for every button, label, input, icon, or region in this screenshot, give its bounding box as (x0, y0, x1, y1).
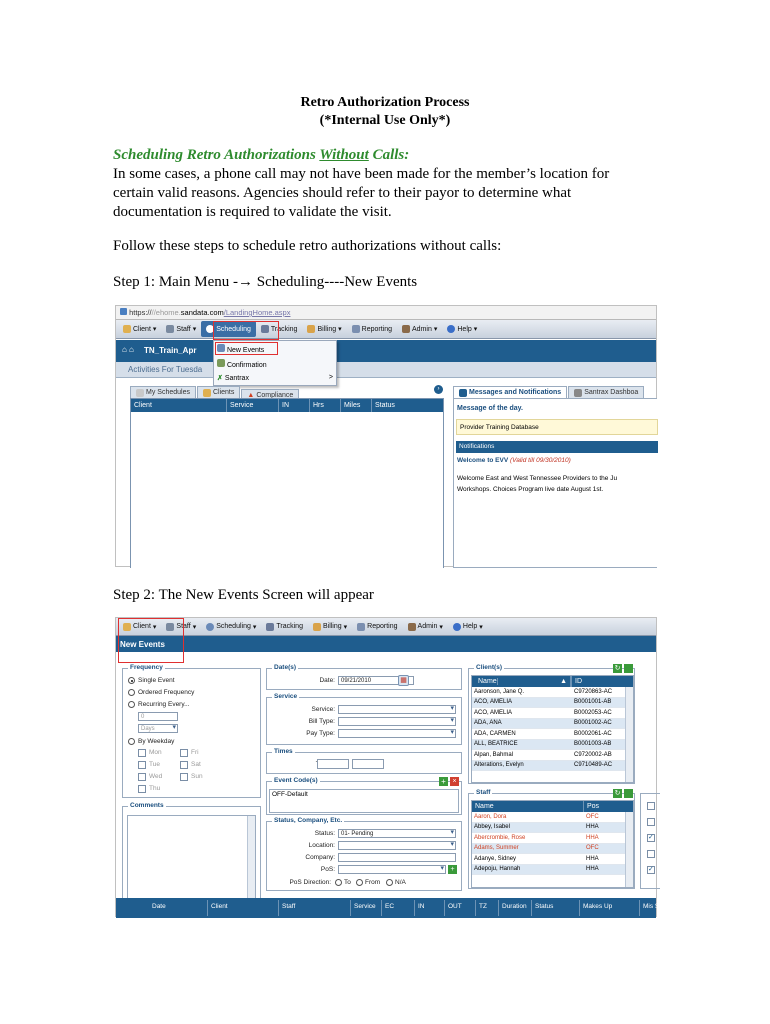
dashboard-icon (574, 389, 582, 397)
events-col-header[interactable]: OUT (448, 903, 462, 910)
frequency-group (122, 664, 261, 798)
pay-type-label: Pay Type: (306, 730, 335, 737)
col-client[interactable]: Client (131, 399, 227, 412)
label-single-event: Single Event (138, 677, 175, 684)
highlight-new-events-title (118, 618, 184, 663)
dropdown-confirmation[interactable]: Confirmation (217, 359, 267, 369)
radio-pos-from[interactable] (356, 879, 363, 886)
staff-name: Aaron, Dora (474, 813, 507, 820)
label-ordered-frequency: Ordered Frequency (138, 689, 195, 696)
checkbox-fri[interactable] (180, 749, 188, 757)
document-subtitle: (*Internal Use Only*) (319, 113, 451, 128)
checkbox-mon[interactable] (138, 749, 146, 757)
radio-ordered-frequency[interactable] (128, 689, 135, 696)
welcome-body-line: Workshops. Choices Program live date August 1st. (457, 486, 604, 493)
steps-intro: Follow these steps to schedule retro authorizations without calls: (113, 238, 502, 254)
menu-admin[interactable]: Admin ▾ (397, 325, 442, 333)
client-id: C9720863-AC (574, 688, 613, 695)
page-icon (120, 308, 127, 315)
dropdown-new-events[interactable]: New Events (217, 344, 264, 354)
recurring-count-input[interactable]: 0 (138, 712, 178, 721)
step-2-text: Step 2: The New Events Screen will appear (113, 587, 374, 603)
menu-client[interactable]: Client ▾ (118, 325, 161, 333)
col-hrs[interactable]: Hrs (310, 399, 341, 412)
column-divider (444, 900, 445, 916)
valid-till: (Valid till 09/30/2010) (509, 457, 571, 464)
section-heading-prefix: Scheduling Retro Authorizations (113, 147, 316, 163)
times-legend: Times (274, 748, 293, 755)
screenshot-new-events (115, 617, 665, 917)
folder-icon (203, 389, 211, 397)
highlight-scheduling (213, 321, 279, 340)
clients-grid-header (472, 676, 633, 687)
pos-add-icon[interactable]: + (448, 865, 457, 874)
address-bar[interactable]: https:////ehome.sandata.com/LandingHome.aspx (116, 306, 656, 320)
staff-pos: OFC (586, 813, 599, 820)
event-codes-legend: Event Code(s) (274, 777, 318, 784)
menu-staff[interactable]: Staff ▾ (161, 623, 201, 631)
date-input[interactable]: 09/21/2010 (338, 676, 414, 685)
client-name: Aaronson, Jane Q. (474, 688, 525, 695)
staff-row[interactable] (472, 833, 633, 844)
nav-arrow-icon[interactable]: › (434, 385, 443, 394)
status-legend: Status, Company, Etc. (274, 817, 343, 824)
event-code-list[interactable] (269, 789, 459, 813)
column-divider (498, 900, 499, 916)
bill-type-label: Bill Type: (308, 718, 335, 725)
client-name: ACO, AMELIA (474, 699, 513, 706)
admin-icon (408, 623, 416, 631)
label-fri: Fri (191, 749, 199, 756)
clients-grid (471, 675, 634, 783)
client-row[interactable] (472, 740, 633, 751)
event-codes-group (266, 777, 462, 815)
staff-grid-header (472, 801, 633, 812)
events-grid-header (116, 898, 665, 918)
checkbox-sun[interactable] (180, 773, 188, 781)
status-select[interactable]: 01- Pending ▾ (338, 829, 456, 838)
billing-icon (307, 325, 315, 333)
radio-by-weekday[interactable] (128, 738, 135, 745)
events-col-header[interactable]: Staff (282, 903, 296, 910)
checkbox-right-4[interactable] (647, 850, 655, 858)
menu-tracking[interactable]: Tracking (261, 623, 308, 631)
col-service[interactable]: Service (227, 399, 279, 412)
label-recurring-every: Recurring Every... (138, 701, 190, 708)
client-name: ALL, BEATRICE (474, 741, 518, 748)
checkbox-tue[interactable] (138, 761, 146, 769)
col-status[interactable]: Status (375, 402, 395, 409)
home-icon[interactable]: ⌂ ⌂ (122, 345, 134, 354)
client-id: C9720002-AB (574, 751, 612, 758)
staff-row[interactable] (472, 812, 633, 823)
tab-messages[interactable]: Messages and Notifications (453, 386, 567, 398)
staff-name: Abbey, Isabel (474, 824, 510, 831)
menu-billing[interactable]: Billing ▾ (308, 623, 352, 631)
checkbox-right-5-checked[interactable]: ✓ (648, 866, 654, 873)
label-wed: Wed (149, 773, 163, 780)
radio-single-event[interactable] (128, 677, 135, 684)
tracking-icon (266, 623, 274, 631)
column-divider (579, 900, 580, 916)
folder-icon (123, 325, 131, 333)
column-divider (531, 900, 532, 916)
comments-scrollbar[interactable] (247, 816, 255, 904)
label-thu: Thu (149, 785, 161, 792)
pos-direction-label: PoS Direction: (289, 879, 331, 886)
partial-right-group (640, 793, 660, 889)
help-icon (453, 623, 461, 631)
client-id: B0001003-AB (574, 741, 612, 748)
menu-admin[interactable]: Admin ▾ (403, 623, 448, 631)
clients-group (468, 664, 635, 784)
main-menu-bar (116, 320, 656, 339)
events-col-header[interactable]: Date (152, 903, 166, 910)
welcome-title: Welcome to EVV (457, 457, 509, 464)
location-select[interactable] (338, 841, 456, 850)
intro-line: documentation is required to validate the visit. (113, 204, 392, 220)
events-grid-columns (116, 898, 665, 918)
company-input[interactable] (338, 853, 456, 862)
col-miles[interactable]: Miles (341, 399, 372, 412)
col-client-name[interactable]: Name ▲ (472, 676, 572, 687)
client-row[interactable] (472, 729, 633, 740)
status-label: Status: (314, 830, 335, 837)
section-heading-suffix: Calls: (372, 147, 410, 163)
client-row[interactable] (472, 698, 633, 709)
client-name: Alpan, Bahmal (474, 751, 514, 758)
client-row[interactable] (472, 708, 633, 719)
time-out-input[interactable] (352, 759, 384, 769)
events-col-header[interactable]: TZ (479, 903, 487, 910)
client-name: Alterations, Evelyn (474, 762, 524, 769)
staff-row[interactable] (472, 844, 633, 855)
staff-name: Abercrombie, Rose (474, 834, 526, 841)
comments-legend: Comments (130, 802, 164, 809)
column-divider (639, 900, 640, 916)
sort-asc-icon[interactable]: ▲ (557, 676, 571, 687)
admin-icon (402, 325, 410, 333)
dates-group (266, 664, 462, 690)
address-path: /LandingHome.aspx (223, 308, 291, 317)
radio-pos-na[interactable] (386, 879, 393, 886)
column-divider (475, 900, 476, 916)
radio-pos-to[interactable] (335, 879, 342, 886)
pos-label: PoS: (320, 866, 335, 873)
label-by-weekday: By Weekday (138, 738, 175, 745)
clients-select-icon[interactable] (624, 664, 633, 673)
clients-refresh-icon[interactable]: ↻ (614, 665, 621, 672)
reporting-icon (352, 325, 360, 333)
label-pos-to: To (344, 879, 351, 886)
intro-line: certain valid reasons. Agencies should refer to their payor to determine what (113, 185, 572, 201)
screenshot-main-menu (115, 305, 657, 567)
staff-select-icon[interactable] (624, 789, 633, 798)
schedules-grid (130, 398, 444, 568)
welcome-line (457, 457, 571, 464)
menu-scheduling[interactable]: Scheduling (201, 321, 256, 337)
events-col-header[interactable]: Makes Up (583, 903, 613, 910)
events-col-header[interactable]: Mis Sta (643, 903, 665, 910)
checkbox-sat[interactable] (180, 761, 188, 769)
client-row[interactable] (472, 761, 633, 772)
label-pos-from: From (365, 879, 381, 886)
client-name: ACO, AMELIA (474, 709, 513, 716)
client-row[interactable] (472, 750, 633, 761)
staff-pos: OFC (586, 845, 599, 852)
document-title: Retro Authorization Process (300, 95, 470, 110)
label-sun: Sun (191, 773, 203, 780)
tab-clients[interactable]: Clients (197, 386, 240, 398)
clients-rows (472, 687, 633, 771)
billing-icon (313, 623, 321, 631)
menu-billing[interactable]: Billing ▾ (302, 325, 346, 333)
highlight-new-events (215, 342, 278, 355)
client-id: B0002053-AC (574, 709, 612, 716)
confirm-icon (217, 359, 225, 367)
right-tabs (453, 386, 645, 399)
comments-textarea[interactable] (127, 815, 256, 905)
warning-icon: ▲ (247, 391, 255, 399)
staff-pos: HHA (586, 834, 599, 841)
submenu-arrow-icon: > (328, 374, 333, 381)
checkbox-right-1[interactable] (647, 802, 655, 810)
label-mon: Mon (149, 749, 162, 756)
recurring-unit-select[interactable]: Days ▾ (138, 724, 178, 733)
add-event-code-icon[interactable]: + (439, 777, 448, 786)
column-divider (414, 900, 415, 916)
checkbox-right-2[interactable] (647, 818, 655, 826)
date-label: Date: (319, 677, 335, 684)
time-in-input[interactable] (317, 759, 349, 769)
column-divider (278, 900, 279, 916)
staff-icon (166, 325, 174, 333)
page-title: New Events (116, 636, 656, 652)
service-label: Service: (311, 706, 335, 713)
staff-rows (472, 812, 633, 875)
santrax-icon: ✗ (217, 375, 223, 382)
menu-help[interactable]: Help ▾ (442, 325, 482, 333)
client-id: C9710489-AC (574, 762, 613, 769)
staff-pos: HHA (586, 855, 599, 862)
menu-staff[interactable]: Staff ▾ (161, 325, 201, 333)
staff-name: Adanye, Sidney (474, 855, 517, 862)
schedule-icon (136, 389, 144, 397)
messages-panel (453, 398, 657, 568)
events-col-header[interactable]: Duration (502, 903, 527, 910)
menu-tracking[interactable]: Tracking (256, 325, 303, 333)
events-col-header[interactable]: Service (354, 903, 376, 910)
activities-bar (116, 362, 656, 378)
event-code-item[interactable]: OFF-Default (272, 791, 308, 798)
service-group (266, 693, 462, 745)
col-staff-name[interactable]: Name (472, 801, 584, 812)
staff-pos: HHA (586, 866, 599, 873)
staff-legend: Staff (476, 789, 491, 796)
staff-scrollbar[interactable] (625, 812, 633, 887)
status-group (266, 817, 462, 891)
intro-paragraph (113, 165, 609, 222)
client-name: ADA, CARMEN (474, 730, 516, 737)
welcome-body (457, 473, 617, 495)
staff-name: Adepoju, Hannah (474, 866, 521, 873)
menu-reporting[interactable]: Reporting (347, 325, 397, 333)
checkbox-wed[interactable] (138, 773, 146, 781)
company-label: Company: (305, 854, 335, 861)
tab-santrax-dashboard[interactable]: Santrax Dashboa (568, 386, 644, 398)
label-sat: Sat (191, 761, 201, 768)
section-heading-underlined: Without (319, 147, 369, 163)
tab-my-schedules[interactable]: My Schedules (130, 386, 196, 398)
dates-legend: Date(s) (274, 664, 297, 671)
checkbox-thu[interactable] (138, 785, 146, 793)
staff-row[interactable] (472, 865, 633, 876)
label-pos-na: N/A (395, 879, 406, 886)
staff-refresh-icon[interactable]: ↻ (614, 790, 621, 797)
bill-type-select[interactable] (338, 717, 456, 726)
times-group (266, 748, 462, 774)
pay-type-select[interactable] (338, 729, 456, 738)
section-heading (113, 147, 409, 164)
client-id: B0001001-AB (574, 699, 612, 706)
client-name: ADA, ANA (474, 720, 502, 727)
breadcrumb-bar (116, 340, 656, 362)
service-select[interactable] (338, 705, 456, 714)
notifications-header: Notifications (456, 441, 658, 453)
staff-pos: HHA (586, 824, 599, 831)
help-icon (447, 325, 455, 333)
welcome-body-line: Welcome East and West Tennessee Providers to the Ju (457, 475, 618, 482)
client-row[interactable] (472, 687, 633, 698)
pos-select[interactable] (338, 865, 446, 874)
location-label: Location: (308, 842, 335, 849)
schedules-grid-header (131, 399, 443, 412)
tab-compliance[interactable]: ▲ Compliance (241, 389, 299, 401)
radio-recurring-every[interactable] (128, 701, 135, 708)
staff-grid (471, 800, 634, 888)
column-divider (381, 900, 382, 916)
activities-title: Activities For Tuesda (128, 365, 203, 374)
col-staff-pos[interactable]: Pos (587, 803, 600, 810)
clock-icon (206, 623, 214, 631)
events-col-header[interactable]: EC (385, 903, 395, 910)
step-1-text: Step 1: Main Menu -→ Scheduling----New Events (113, 274, 418, 290)
frequency-legend: Frequency (130, 664, 163, 671)
events-col-header[interactable]: Client (211, 903, 228, 910)
address-host: sandata.com (180, 308, 224, 317)
intro-line: In some cases, a phone call may not have been made for the member’s location for (113, 166, 610, 182)
label-tue: Tue (149, 761, 160, 768)
client-id: B0002061-AC (574, 730, 612, 737)
menu-client[interactable]: Client ▾ (118, 623, 161, 631)
client-row[interactable] (472, 719, 633, 730)
client-id: B0001002-AC (574, 720, 612, 727)
staff-group (468, 789, 635, 889)
dropdown-santrax[interactable]: ✗ Santrax > (217, 374, 333, 382)
column-divider (350, 900, 351, 916)
clients-scrollbar[interactable] (625, 687, 633, 782)
remove-event-code-icon[interactable]: × (450, 777, 459, 786)
message-of-day-heading: Message of the day. (457, 405, 524, 412)
address-scheme: https:// (129, 308, 152, 317)
staff-name: Adams, Summer (474, 845, 519, 852)
checkbox-right-3-checked[interactable]: ✓ (648, 834, 654, 841)
column-divider (207, 900, 208, 916)
calendar-icon[interactable]: ▦ (398, 675, 409, 686)
clients-legend: Client(s) (476, 664, 502, 671)
menu-scheduling[interactable]: Scheduling ▾ (201, 623, 261, 631)
staff-row[interactable] (472, 854, 633, 865)
col-in[interactable]: IN (279, 399, 310, 412)
breadcrumb: TN_Train_Apr (144, 346, 197, 355)
provider-training-text: Provider Training Database (456, 419, 658, 435)
comments-group (122, 802, 261, 910)
service-legend: Service (274, 693, 298, 700)
events-col-header[interactable]: Status (535, 903, 554, 910)
col-client-id[interactable]: ID (575, 678, 582, 685)
reporting-icon (357, 623, 365, 631)
main-menu-bar (116, 618, 656, 636)
events-col-header[interactable]: IN (418, 903, 425, 910)
messages-icon (459, 389, 467, 397)
menu-reporting[interactable]: Reporting (352, 623, 402, 631)
staff-row[interactable] (472, 823, 633, 834)
menu-help[interactable]: Help ▾ (448, 623, 488, 631)
